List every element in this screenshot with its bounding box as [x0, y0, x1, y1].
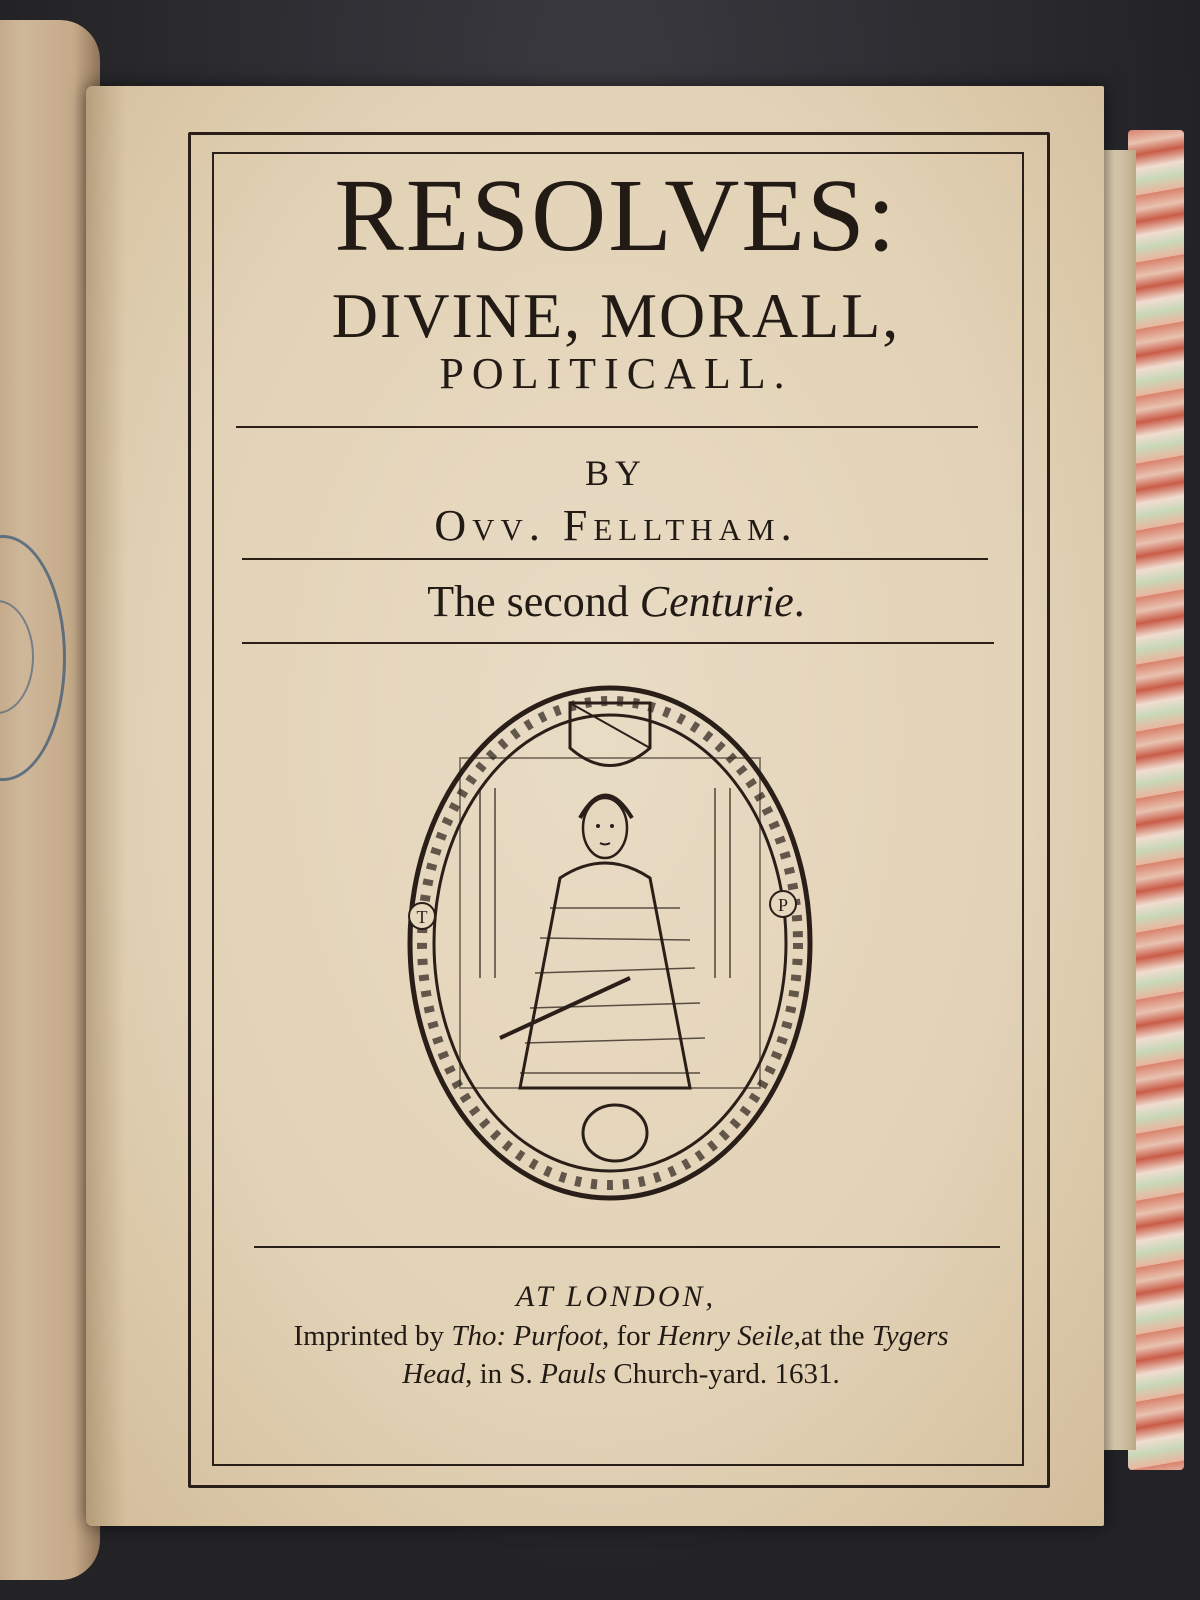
rule-2 — [242, 558, 988, 560]
edition-prefix: The second — [427, 577, 640, 626]
rule-3 — [242, 642, 994, 644]
imprint-sign: Tygers — [871, 1320, 949, 1352]
imprint-text-1: Imprinted by — [293, 1320, 452, 1352]
woodcut-initial-right: P — [777, 895, 789, 915]
imprint-printer: Tho: Purfoot — [451, 1320, 602, 1352]
title-page — [86, 86, 1104, 1526]
imprint-text-2: , for — [601, 1320, 658, 1352]
woodcut-initial-left: T — [416, 907, 428, 927]
edition-italic: Centurie — [639, 577, 794, 626]
imprint-year: 1631. — [774, 1358, 840, 1390]
page-fold-shadow — [86, 86, 126, 1526]
edition-line — [212, 576, 1020, 627]
book-title: RESOLVES: — [334, 158, 898, 273]
imprint-place: AT LONDON, — [515, 1280, 717, 1313]
imprint-sign-2: Head — [402, 1358, 466, 1390]
rule-1 — [236, 426, 978, 428]
subtitle-line-2: POLITICALL. — [439, 349, 793, 398]
imprint-publisher: Henry Seile — [657, 1320, 794, 1352]
imprint-pauls: Pauls — [540, 1358, 607, 1390]
imprint-line-2 — [226, 1358, 1016, 1391]
rule-4 — [254, 1246, 1000, 1248]
imprint-text-5: Church-yard. — [606, 1358, 775, 1390]
edition-suffix: . — [793, 577, 805, 626]
subtitle-line-1: DIVINE, MORALL, — [331, 280, 901, 351]
by-line: BY — [584, 453, 647, 493]
facing-page — [0, 20, 100, 1580]
woodcut-emblem — [400, 678, 820, 1208]
marbled-endpaper — [1128, 130, 1184, 1470]
author-name: Ovv. Felltham. — [434, 501, 798, 550]
imprint-text-4: , in S. — [465, 1358, 541, 1390]
imprint-text-3: ,at the — [793, 1320, 872, 1352]
imprint-line-1 — [226, 1320, 1016, 1353]
